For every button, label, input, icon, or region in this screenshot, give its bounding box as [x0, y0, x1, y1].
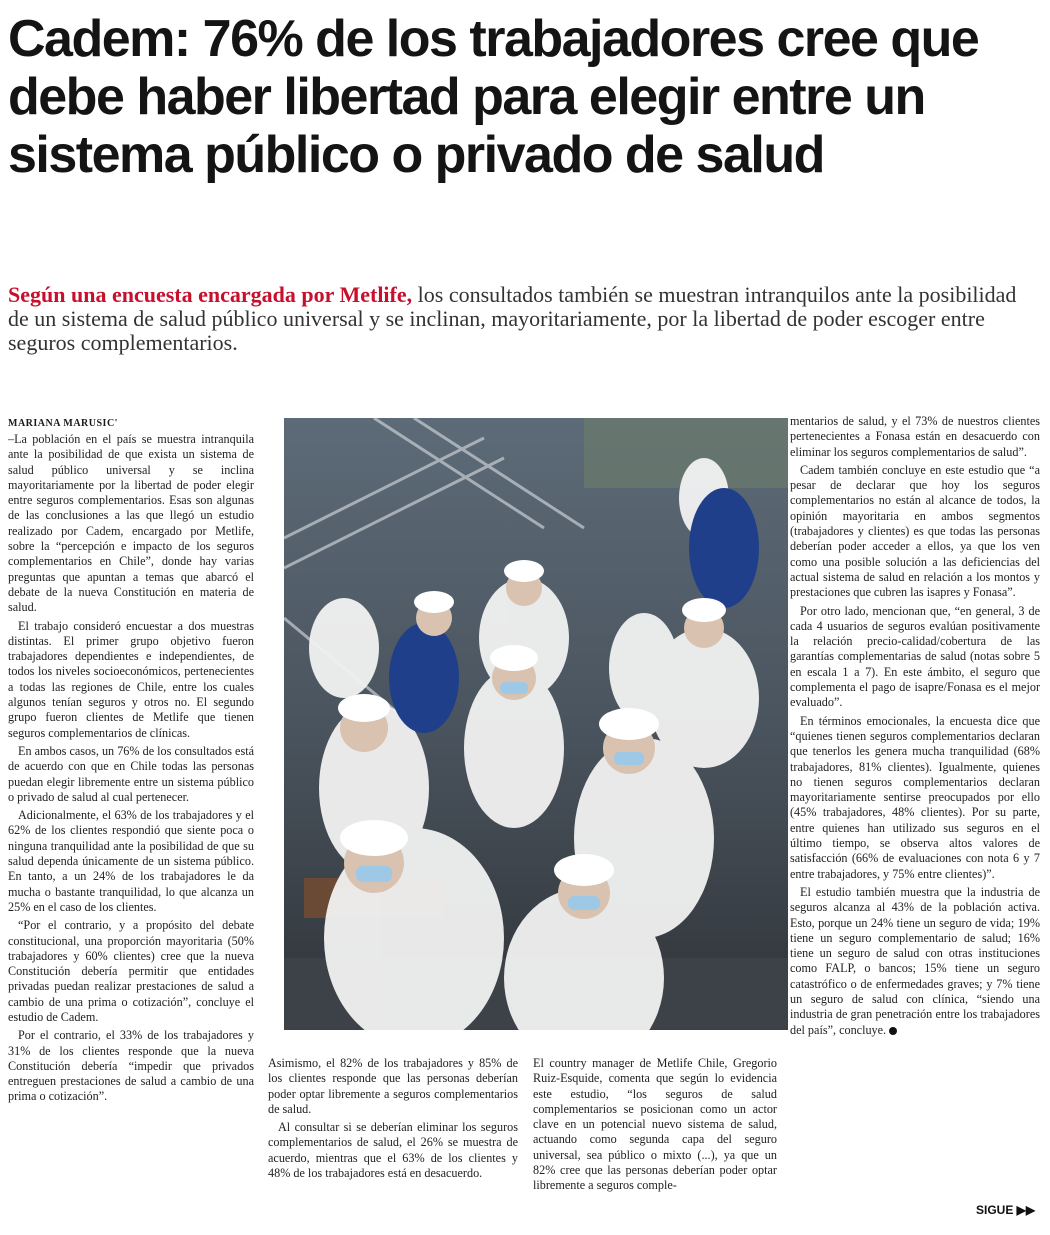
headline: Cadem: 76% de los trabajadores cree que debe haber libertad para elegir entre un sistema público o privado de salud — [8, 10, 979, 184]
end-mark-icon — [889, 1027, 897, 1035]
paragraph: –La población en el país se muestra intranquila ante la posibilidad de que exista un sistema de salud público universal y se inclina mayoritariamente por la libertad de poder elegir entre seguros complementarios. Esas son algunas de las conclusiones a las que llegó un estudio realizado por Cadem, encargado por Metlife, sobre la “percepción e impacto de los seguros complementarios en Chile”, donde hay varias preguntas que apuntan a temas que abarcó el debate de la nueva Constitución en materia de salud. — [8, 432, 254, 615]
deck-lead: Según una encuesta encargada por Metlife, — [8, 282, 413, 307]
paragraph: En ambos casos, un 76% de los consultados está de acuerdo con que en Chile todas las personas puedan elegir libremente entre un sistema público o privado de salud al cual pertenecer. — [8, 743, 254, 804]
article-column-3 — [533, 1056, 777, 1216]
factory-workers-photo — [284, 418, 788, 1030]
paragraph: Por otro lado, mencionan que, “en general, 3 de cada 4 usuarios de seguros evalúan positivamente la relación precio-calidad/cobertura de las garantías complementarias de salud (notas sobre 5 en escala 1 a 7). En este ámbito, el seguro que complementa el pago de isapre/Fonasa es el mejor evaluado”. — [790, 603, 1040, 710]
deck-text: los consultados también se muestran intranquilos ante la posibilidad de un sistema de salud público universal y se inclinan, mayoritariamente, por la libertad de poder escoger entre seguros complementarios. — [8, 282, 1017, 355]
paragraph-text: El estudio también muestra que la industria de seguros alcanza al 43% de la población activa. Esto, porque un 24% tiene un seguro de vida; 19% tiene un seguro complementario de salud; 16% tiene un seguro de salud con otras instituciones como FALP, o bancos; 15% tiene un seguro catastrófico o de enfermedades graves; y 7% tiene un seguro de salud con clínica, “siendo una industria de gran penetración entre los trabajadores del país”, concluye. — [790, 884, 1040, 1037]
photo-illustration — [284, 418, 788, 1030]
paragraph: Al consultar si se deberían eliminar los seguros complementarios de salud, el 26% se muestra de acuerdo, mientras que el 63% de los clientes y 48% de los trabajadores está en desacuerdo. — [268, 1120, 518, 1181]
byline: MARIANA MARUSIC' — [8, 418, 118, 429]
article-column-1 — [8, 432, 254, 1217]
continue-label: SIGUE ▶▶ — [976, 1203, 1036, 1217]
article-column-4 — [790, 414, 1040, 1199]
article-column-2 — [268, 1056, 518, 1216]
paragraph: “Por el contrario, y a propósito del debate constitucional, una proporción mayoritaria (50% trabajadores y 60% clientes) cree que la nueva Constitución debería permitir que entidades privadas puedan realizar prestaciones de salud a cambio de una prima o cotización”, concluye el estudio de Cadem. — [8, 918, 254, 1024]
paragraph — [790, 885, 1040, 1038]
paragraph: En términos emocionales, la encuesta dice que “quienes tienen seguros complementarios declaran que tenerlos les genera mucha tranquilidad (68% trabajadores, 81% clientes). Igualmente, quienes no tienen seguros complementarios declaran mayoritariamente sentirse preocupados por ello (45% trabajadores, 48% clientes). Por su parte, entre quienes han utilizado sus seguros en el último tiempo, se observa altos valores de satisfacción (66% de evaluaciones con nota 6 y 7 entre trabajadores, y 75% entre clientes)”. — [790, 713, 1040, 881]
paragraph: Adicionalmente, el 63% de los trabajadores y el 62% de los clientes respondió que siente poca o ninguna tranquilidad ante la posibilidad de que su salud dependa únicamente de un sistema público. En tanto, a un 24% de los trabajadores le da mucha o bastante tranquilidad, lo que alcanza un 25% en el caso de los clientes. — [8, 808, 254, 914]
paragraph: Cadem también concluye en este estudio que “a pesar de declarar que hoy los seguros complementarios no están al alcance de todos, la opinión mayoritaria en ambos segmentos (trabajadores y clientes) es que todas las personas deberían poder acceder a ellos, ya que los ven como una posible solución a las deficiencias del actual sistema de salud en relación a los montos y prestaciones que cubren las isapres y Fonasa”. — [790, 462, 1040, 600]
paragraph: El trabajo consideró encuestar a dos muestras distintas. El primer grupo objetivo fueron trabajadores dependientes e independientes, de todos los niveles socioeconómicos, pertenecientes a todas las regiones de Chile, entre los cuales algunos tenían seguros y otros no. El segundo grupo fueron clientes de Metlife que tienen seguros complementarios de clínicas. — [8, 618, 254, 740]
deck — [8, 283, 1038, 355]
paragraph: El country manager de Metlife Chile, Gregorio Ruiz-Esquide, comenta que según lo evidencia este estudio, “los seguros de salud complementarios se posicionan como un actor clave en un potencial nuevo sistema de salud, actuando como segunda capa del seguro universal, sea público o mixto (...), ya que un 82% cree que las personas deberían poder optar libremente a seguros comple- — [533, 1056, 777, 1193]
paragraph: Asimismo, el 82% de los trabajadores y 85% de los clientes responde que las personas deberían poder optar libremente a seguros complementarios de salud. — [268, 1056, 518, 1116]
paragraph: Por el contrario, el 33% de los trabajadores y 31% de los clientes responde que la nueva Constitución debería “impedir que privados entreguen prestaciones de salud a cambio de una prima o cotización”. — [8, 1028, 254, 1104]
paragraph: mentarios de salud, y el 73% de nuestros clientes pertenecientes a Fonasa están en desacuerdo con eliminar los seguros complementarios de salud”. — [790, 414, 1040, 459]
